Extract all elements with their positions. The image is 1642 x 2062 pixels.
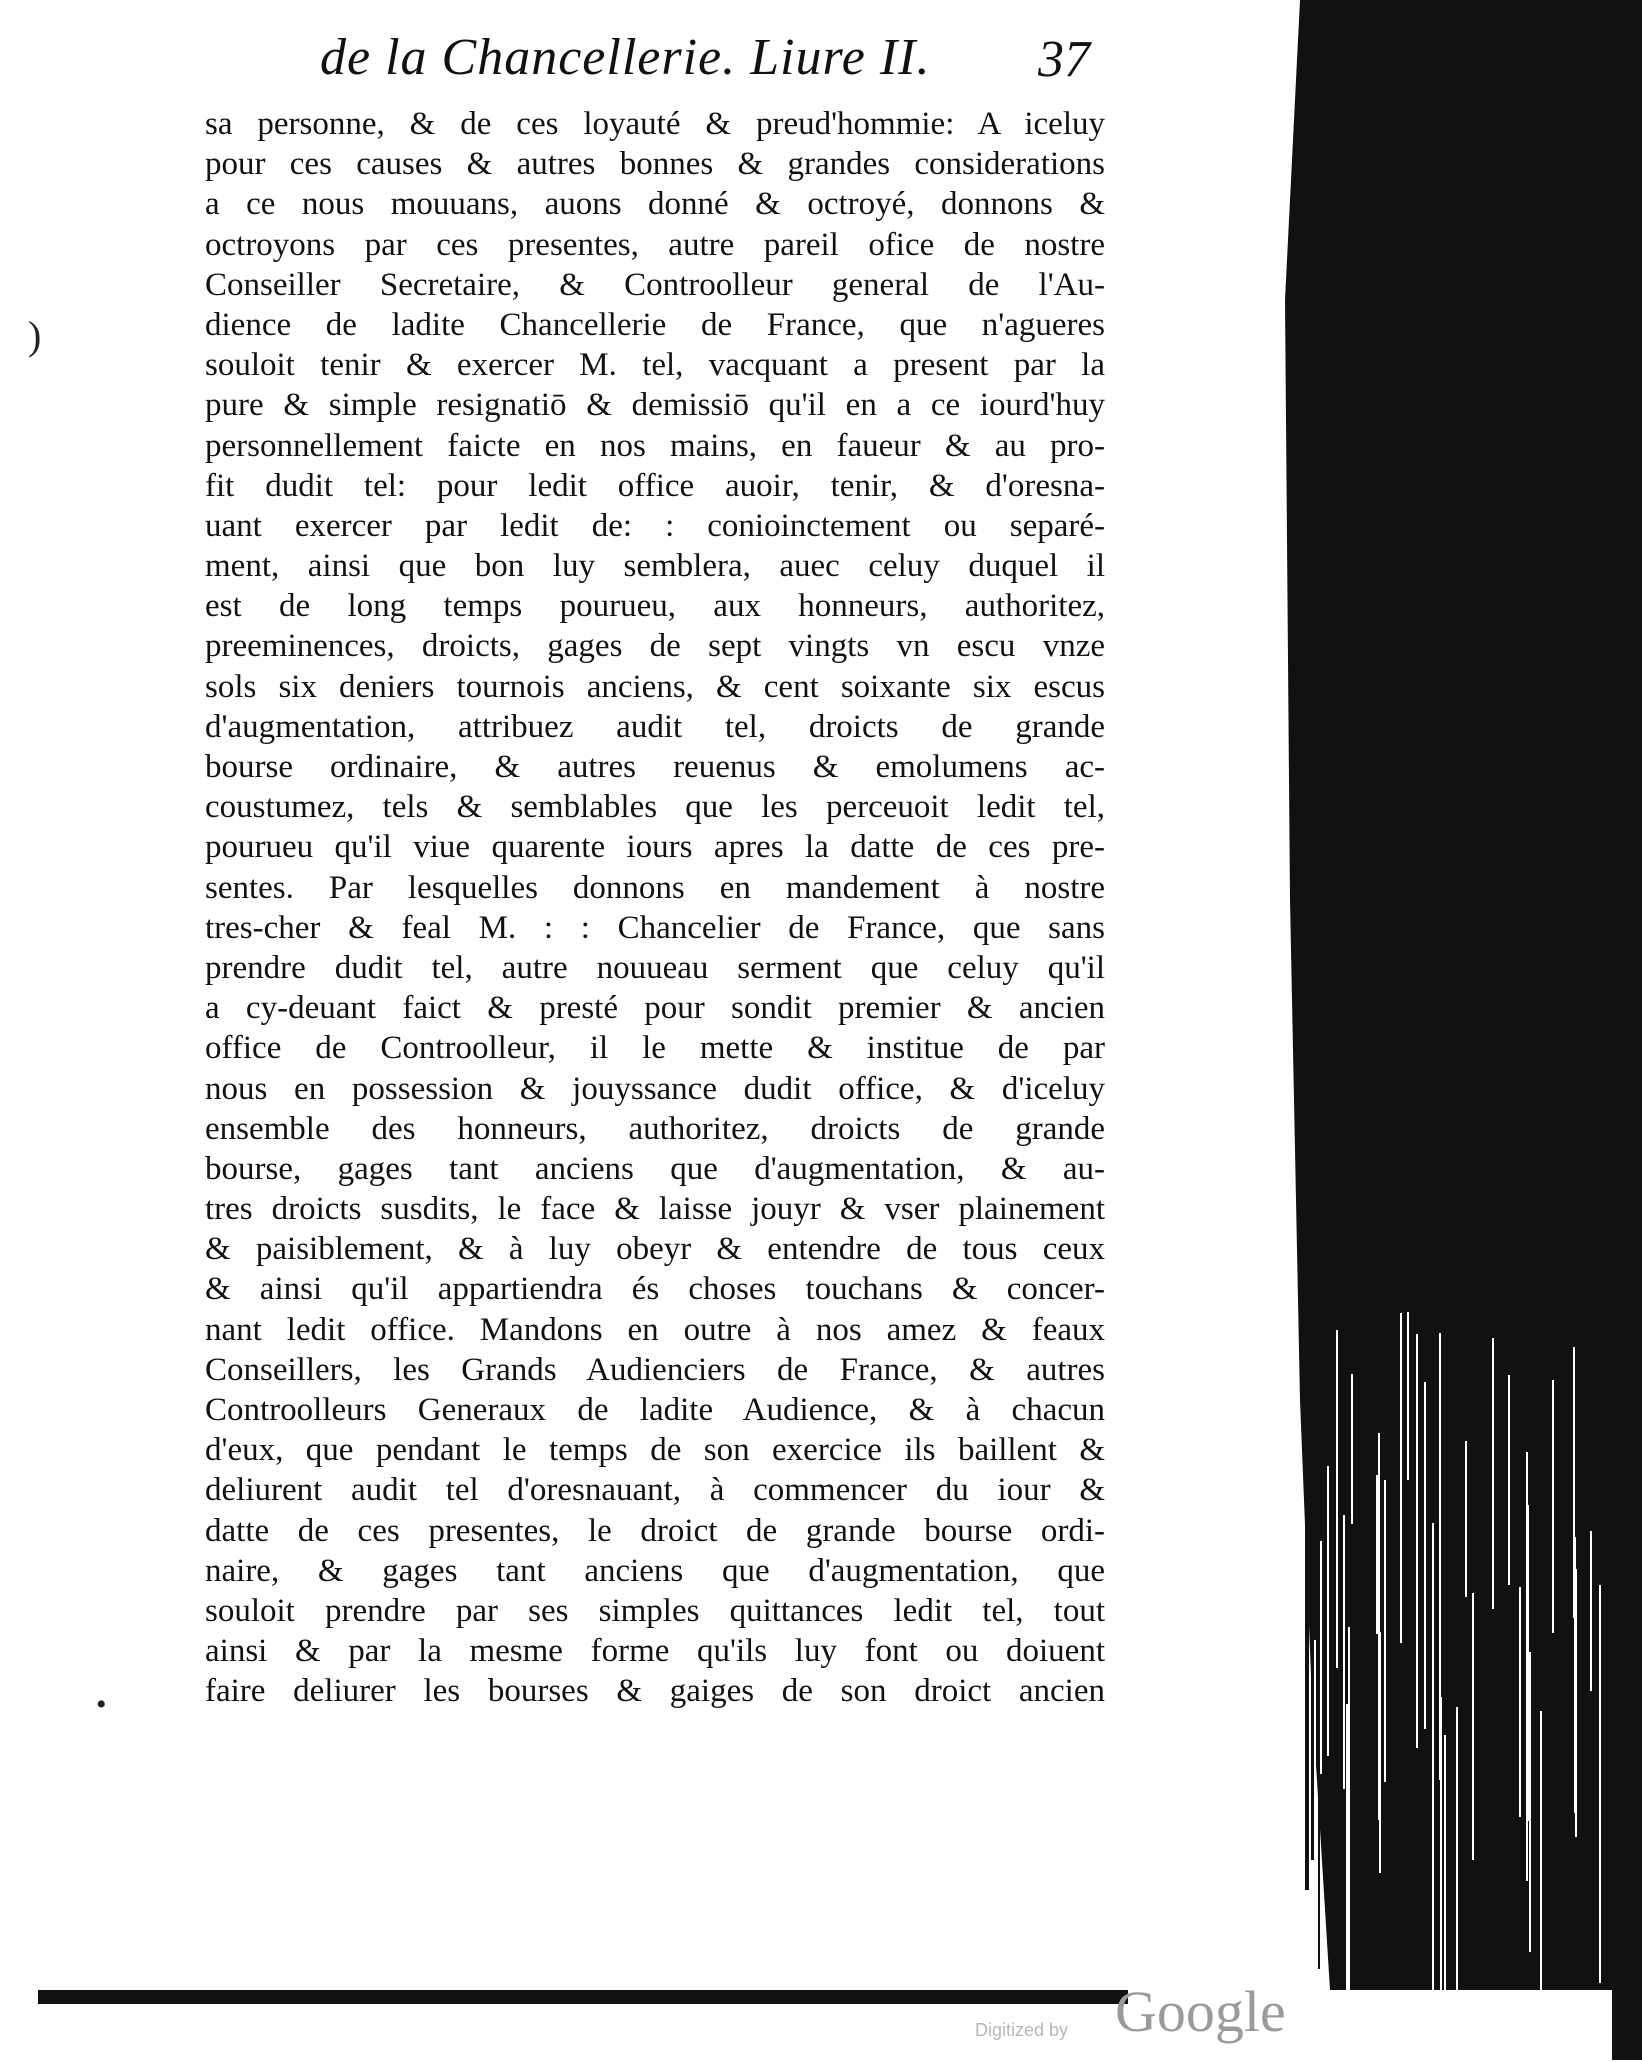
text-line: a ce nous mouuans, auons donné & octroyé, donnons &: [205, 186, 1105, 223]
text-line: pour ces causes & autres bonnes & grandes considerations: [205, 146, 1105, 183]
text-line: souloit tenir & exercer M. tel, vacquant a present par la: [205, 347, 1105, 384]
text-line: tres droicts susdits, le face & laisse jouyr & vser plainement: [205, 1191, 1105, 1228]
text-line: d'eux, que pendant le temps de son exercice ils baillent &: [205, 1432, 1105, 1469]
text-line: d'augmentation, attribuez audit tel, droicts de grande: [205, 708, 1105, 745]
text-line: bourse, gages tant anciens que d'augmentation, & au-: [205, 1150, 1105, 1187]
text-line: est de long temps pourueu, aux honneurs, authoritez,: [205, 588, 1105, 625]
bottom-rule: [38, 1990, 1128, 2004]
text-line: bourse ordinaire, & autres reuenus & emolumens ac-: [205, 749, 1105, 785]
text-line: ment, ainsi que bon luy semblera, auec celuy duquel il: [205, 548, 1105, 585]
text-line: Conseiller Secretaire, & Controolleur general de l'Au-: [205, 266, 1105, 303]
text-line: nous en possession & jouyssance dudit office, & d'iceluy: [205, 1070, 1105, 1107]
text-line: sentes. Par lesquelles donnons en mandement à nostre: [205, 869, 1105, 906]
text-line: tres-cher & feal M. : : Chancelier de France, que sans: [205, 909, 1105, 946]
text-line: Conseillers, les Grands Audienciers de France, & autres: [205, 1351, 1105, 1388]
text-line: office de Controolleur, il le mette & institue de par: [205, 1030, 1105, 1067]
text-line: datte de ces presentes, le droict de grande bourse ordi-: [205, 1512, 1105, 1549]
text-line: fit dudit tel: pour ledit office auoir, tenir, & d'oresna-: [205, 467, 1105, 504]
page-number: 37: [1038, 31, 1090, 88]
margin-dot-mark: •: [96, 1688, 107, 1721]
text-line: ensemble des honneurs, authoritez, droicts de grande: [205, 1110, 1105, 1147]
text-line: naire, & gages tant anciens que d'augmentation, que: [205, 1552, 1105, 1589]
text-line: deliurent audit tel d'oresnauant, à commencer du iour &: [205, 1472, 1105, 1509]
text-line: pure & simple resignatiō & demissiō qu'il en a ce iourd'huy: [205, 387, 1105, 424]
text-line: nant ledit office. Mandons en outre à nos amez & feaux: [205, 1311, 1105, 1348]
running-title: de la Chancellerie. Liure II.: [320, 29, 931, 86]
text-line: prendre dudit tel, autre nouueau serment que celuy qu'il: [205, 949, 1105, 986]
text-line: a cy-deuant faict & presté pour sondit premier & ancien: [205, 990, 1105, 1027]
text-line: & ainsi qu'il appartiendra és choses touchans & concer-: [205, 1271, 1105, 1308]
digitized-watermark: [975, 1979, 1305, 2062]
text-line: dience de ladite Chancellerie de France, que n'agueres: [205, 306, 1105, 343]
text-line: personnellement faicte en nos mains, en faueur & au pro-: [205, 427, 1105, 464]
text-line: preeminences, droicts, gages de sept vingts vn escu vnze: [205, 628, 1105, 665]
text-line: & paisiblement, & à luy obeyr & entendre de tous ceux: [205, 1231, 1105, 1268]
text-line: Controolleurs Generaux de ladite Audience, & à chacun: [205, 1392, 1105, 1428]
watermark-small-text: Digitized by: [975, 2020, 1069, 2040]
text-line: souloit prendre par ses simples quittances ledit tel, tout: [205, 1592, 1105, 1629]
text-line: octroyons par ces presentes, autre pareil ofice de nostre: [205, 226, 1105, 263]
text-line: ainsi & par la mesme forme qu'ils luy font ou doiuent: [205, 1633, 1105, 1670]
margin-bracket-mark: ): [28, 313, 42, 358]
text-line: uant exercer par ledit de: : conioinctement ou separé-: [205, 507, 1105, 544]
text-line: sols six deniers tournois anciens, & cent soixante six escus: [205, 668, 1105, 705]
text-line: sa personne, & de ces loyauté & preud'hommie: A iceluy: [205, 106, 1105, 142]
text-line: coustumez, tels & semblables que les perceuoit ledit tel,: [205, 789, 1105, 826]
text-line: pourueu qu'il viue quarente iours apres la datte de ces pre-: [205, 829, 1105, 866]
google-logo: Google: [1115, 1979, 1286, 2044]
text-line: faire deliurer les bourses & gaiges de son droict ancien: [205, 1673, 1105, 1710]
